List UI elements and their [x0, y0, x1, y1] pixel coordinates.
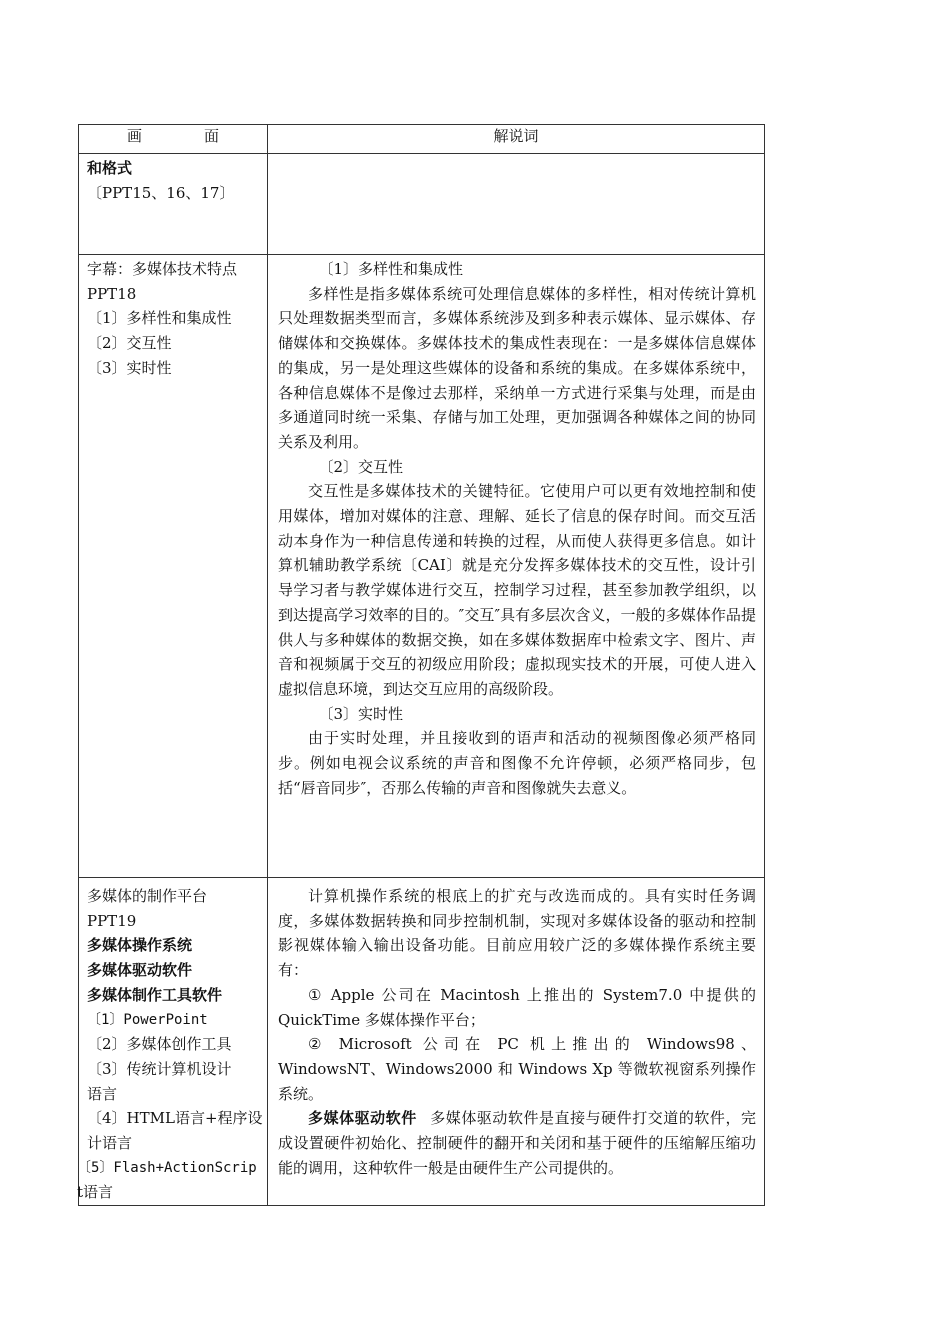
paragraph-driver-software: [278, 1106, 756, 1180]
row3-left-item-4-cont: 计语言: [87, 1134, 133, 1153]
script-table: [78, 124, 765, 1206]
row3-left-item-5-cont: t语言: [77, 1183, 114, 1202]
row3-left-ppt: PPT19: [87, 911, 137, 930]
driver-software-text: 多媒体驱动软件是直接与硬件打交道的软件，完成设置硬件初始化、控制硬件的翻开和关闭和基于硬件的压缩解压缩功能的调用，这种软件一般是由硬件生产公司提供的。: [278, 1109, 756, 1177]
row3-left-bold-3: 多媒体制作工具软件: [87, 985, 223, 1004]
row3-left-item-3: 〔3〕传统计算机设计: [87, 1059, 232, 1078]
row2-left-line-4: 〔2〕交互性: [87, 334, 172, 353]
row2-left-line-2: PPT18: [87, 284, 137, 303]
row3-left-item-1: 〔1〕PowerPoint: [87, 1011, 208, 1028]
row1-title: 和格式: [87, 159, 133, 177]
section-heading-realtime: 〔3〕实时性: [318, 704, 404, 723]
row1-narration-cell: [268, 154, 765, 255]
table-row: [79, 154, 765, 255]
row3-left-title: 多媒体的制作平台: [87, 887, 208, 905]
row3-visual-cell: [79, 878, 268, 1206]
row2-left-line-5: 〔3〕实时性: [87, 358, 172, 377]
row3-left-item-2: 〔2〕多媒体创作工具: [87, 1035, 232, 1054]
row2-narration-cell: [268, 255, 765, 878]
paragraph-interactivity: 交互性是多媒体技术的关键特征。它使用户可以更有效地控制和使用媒体，增加对媒体的注意、理解、延长了信息的保存时间。而交互活动本身作为一种信息传递和转换的过程，从而使人获得更多信息。如计算机辅助教学系统〔CAI〕就是充分发挥多媒体技术的交互性，设计引导学习者与教学媒体进行交互，控制学习过程，甚至参加教学组织，以到达提高学习效率的目的。″交互″具有多层次含义，一般的多媒体作品提供人与多种媒体的数据交换，如在多媒体数据库中检索文字、图片、声音和视频属于交互的初级应用阶段；虚拟现实技术的开展，可使人进入虚拟信息环境，到达交互应用的高级阶段。: [278, 482, 756, 698]
header-visual-char-1: 画: [126, 127, 142, 145]
row3-left-item-3-cont: 语言: [87, 1084, 118, 1103]
driver-software-keyword: 多媒体驱动软件: [308, 1109, 417, 1128]
section-heading-diversity: 〔1〕多样性和集成性: [318, 260, 464, 278]
paragraph-realtime: 由于实时处理，并且接收到的语声和活动的视频图像必须严格同步。例如电视会议系统的声音和图像不允许停顿，必须严格同步，包括“唇音同步″，否那么传输的声音和图像就失去意义。: [278, 729, 756, 797]
paragraph-diversity: 多样性是指多媒体系统可处理信息媒体的多样性，相对传统计算机只处理数据类型而言，多媒体系统涉及到多种表示媒体、显示媒体、存储媒体和交换媒体。多媒体技术的集成性表现在：一是多媒体信息媒体的集成，另一是处理这些媒体的设备和系统的集成。在多媒体系统中，各种信息媒体不是像过去那样，采纳单一方式进行采集与处理，而是由多通道同时统一采集、存储与加工处理，更加强调各种媒体之间的协同关系及利用。: [278, 284, 756, 451]
paragraph-multimedia-os: 计算机操作系统的根底上的扩充与改选而成的。具有实时任务调度，多媒体数据转换和同步控制机制，实现对多媒体设备的驱动和控制影视媒体输入输出设备功能。目前应用较广泛的多媒体操作系统主要有：: [278, 887, 756, 980]
table-header-row: [79, 125, 765, 154]
row3-narration-cell: [268, 878, 765, 1206]
row2-left-line-1: 字幕：多媒体技术特点: [87, 260, 238, 278]
header-narration-column: 解说词: [268, 125, 765, 154]
row3-left-item-5: 〔5〕Flash+ActionScrip: [77, 1159, 257, 1176]
row3-left-bold-2: 多媒体驱动软件: [87, 961, 193, 980]
row3-left-bold-1: 多媒体操作系统: [87, 936, 193, 955]
table-row: [79, 878, 765, 1206]
paragraph-microsoft-windows: ② Microsoft 公司在 PC 机上推出的 Windows98、WindowsNT、Windows2000 和 Windows Xp 等微软视窗系列操作系统。: [278, 1035, 756, 1103]
table-row: [79, 255, 765, 878]
header-visual-column: [79, 125, 268, 154]
row2-left-line-3: 〔1〕多样性和集成性: [87, 309, 232, 328]
row3-left-item-4: 〔4〕HTML语言+程序设: [87, 1109, 263, 1128]
row1-visual-cell: [79, 154, 268, 255]
row2-visual-cell: [79, 255, 268, 878]
paragraph-apple-quicktime: ① Apple 公司在 Macintosh 上推出的 System7.0 中提供的 QuickTime 多媒体操作平台；: [278, 985, 756, 1029]
row1-ppt-ref: 〔PPT15、16、17〕: [87, 183, 235, 202]
section-heading-interactivity: 〔2〕交互性: [318, 457, 404, 476]
header-visual-char-2: 面: [204, 127, 220, 145]
